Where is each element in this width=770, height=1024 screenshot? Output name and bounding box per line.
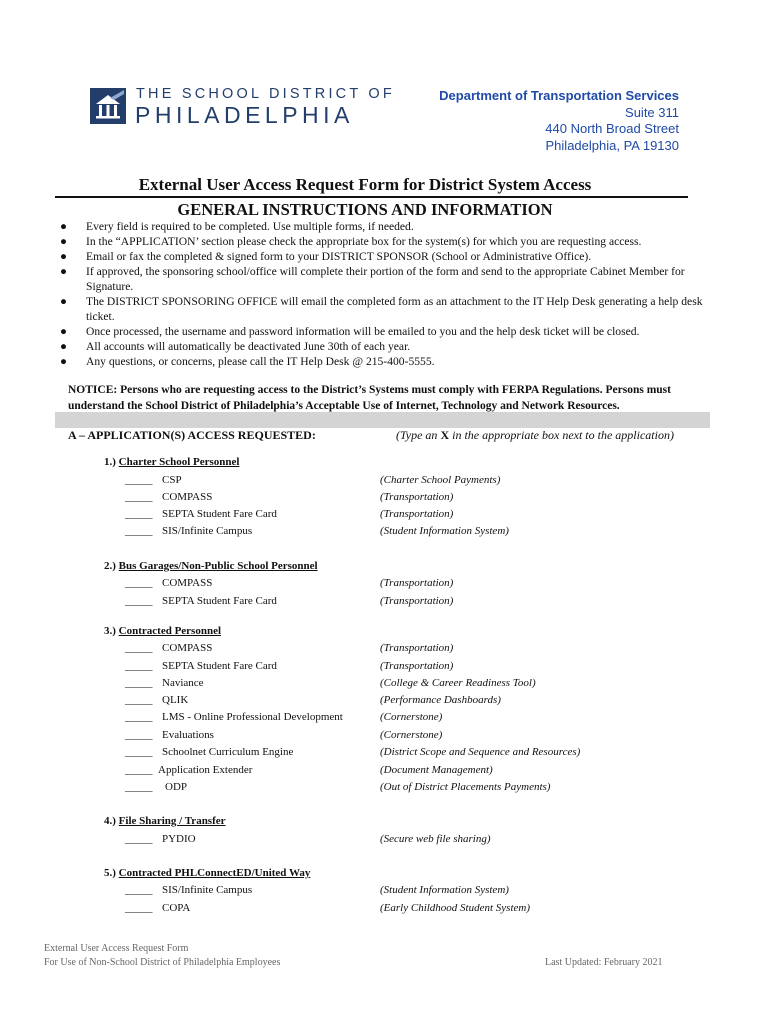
list-item: ● All accounts will automatically be deactivated June 30th of each year.: [60, 340, 411, 353]
app-row-compass[interactable]: _____ COMPASS (Transportation): [125, 577, 454, 589]
instructions-list: [60, 219, 720, 369]
app-row-schoolnet[interactable]: _____ Schoolnet Curriculum Engine (District Scope and Sequence and Resources): [125, 746, 581, 758]
section-a-note: (Type an X in the appropriate box next to the application): [396, 428, 674, 442]
checkbox-line[interactable]: _____: [125, 884, 153, 896]
list-item: ● Email or fax the completed & signed form to your DISTRICT SPONSOR (School or Administrative Office).: [60, 250, 592, 263]
checkbox-line[interactable]: _____: [125, 660, 153, 672]
app-row-septa[interactable]: _____ SEPTA Student Fare Card (Transportation): [125, 660, 454, 672]
title-rule: [55, 196, 688, 198]
app-row-compass[interactable]: _____ COMPASS (Transportation): [125, 642, 454, 654]
list-item: ● Any questions, or concerns, please call the IT Help Desk @ 215-400-5555.: [60, 355, 435, 368]
group-heading-bus-garages: 2.) Bus Garages/Non-Public School Personnel: [104, 560, 318, 572]
list-item: ● The DISTRICT SPONSORING OFFICE will email the completed form as an attachment to the IT Help Desk generating a help desk ticket.: [60, 295, 703, 323]
checkbox-line[interactable]: _____: [125, 729, 153, 741]
app-row-lms[interactable]: _____ LMS - Online Professional Development (Cornerstone): [125, 711, 443, 723]
checkbox-line[interactable]: _____: [125, 595, 153, 607]
app-row-copa[interactable]: _____ COPA (Early Childhood Student System): [125, 902, 531, 914]
group-heading-phlconnected: 5.) Contracted PHLConnectED/United Way: [104, 867, 311, 879]
footer-usage-note: For Use of Non-School District of Philadelphia Employees: [44, 957, 281, 968]
app-row-application-extender[interactable]: _____ Application Extender (Document Management): [125, 764, 493, 776]
checkbox-line[interactable]: _____: [125, 577, 153, 589]
suite: Suite 311: [625, 104, 679, 120]
app-row-compass[interactable]: _____ COMPASS (Transportation): [125, 491, 454, 503]
section-divider-band: [55, 412, 710, 428]
checkbox-line[interactable]: _____: [125, 902, 153, 914]
checkbox-line[interactable]: _____: [125, 642, 153, 654]
logo-line-2: PHILADELPHIA: [135, 102, 354, 128]
address-block: [439, 88, 679, 154]
section-a-heading: A – APPLICATION(S) ACCESS REQUESTED:: [68, 428, 316, 442]
list-item: ● Every field is required to be completed. Use multiple forms, if needed.: [60, 220, 414, 233]
app-row-qlik[interactable]: _____ QLIK (Performance Dashboards): [125, 694, 501, 706]
checkbox-line[interactable]: _____: [125, 711, 153, 723]
logo-line-1: THE SCHOOL DISTRICT OF: [136, 86, 395, 102]
instructions-title: GENERAL INSTRUCTIONS AND INFORMATION: [177, 200, 553, 219]
city-state-zip: Philadelphia, PA 19130: [545, 137, 679, 153]
street-address: 440 North Broad Street: [545, 121, 679, 136]
app-row-odp[interactable]: _____ ODP (Out of District Placements Payments): [125, 781, 551, 793]
app-row-naviance[interactable]: _____ Naviance (College & Career Readiness Tool): [125, 677, 536, 689]
app-row-septa[interactable]: _____ SEPTA Student Fare Card (Transportation): [125, 595, 454, 607]
footer-form-name: External User Access Request Form: [44, 943, 189, 954]
list-item: ● In the “APPLICATION’ section please check the appropriate box for the system(s) for which you are requesting access.: [60, 235, 642, 248]
group-heading-file-sharing: 4.) File Sharing / Transfer: [104, 815, 226, 827]
checkbox-line[interactable]: _____: [125, 474, 153, 486]
app-row-sis[interactable]: _____ SIS/Infinite Campus (Student Information System): [125, 525, 509, 537]
district-seal-icon: [90, 88, 126, 124]
app-row-pydio[interactable]: _____ PYDIO (Secure web file sharing): [125, 833, 491, 845]
checkbox-line[interactable]: _____: [125, 764, 153, 776]
app-row-evaluations[interactable]: _____ Evaluations (Cornerstone): [125, 729, 443, 741]
checkbox-line[interactable]: _____: [125, 694, 153, 706]
department-name: Department of Transportation Services: [439, 88, 679, 103]
checkbox-line[interactable]: _____: [125, 677, 153, 689]
app-row-septa[interactable]: _____ SEPTA Student Fare Card (Transportation): [125, 508, 454, 520]
checkbox-line[interactable]: _____: [125, 833, 153, 845]
ferpa-notice: NOTICE: Persons who are requesting access to the District’s Systems must comply with FERPA Regulations. Persons must understand the School District of Philadelphia’s Acceptable Use of Internet, Technology and Network Resources.: [68, 384, 671, 412]
group-heading-contracted: 3.) Contracted Personnel: [104, 625, 222, 637]
checkbox-line[interactable]: _____: [125, 746, 153, 758]
checkbox-line[interactable]: _____: [125, 508, 153, 520]
group-heading-charter: 1.) Charter School Personnel: [104, 456, 240, 468]
app-row-sis[interactable]: _____ SIS/Infinite Campus (Student Information System): [125, 884, 509, 896]
app-row-csp[interactable]: _____ CSP (Charter School Payments): [125, 474, 501, 486]
form-title: External User Access Request Form for District System Access: [138, 175, 592, 194]
checkbox-line[interactable]: _____: [125, 525, 153, 537]
footer-last-updated: Last Updated: February 2021: [545, 957, 663, 968]
checkbox-line[interactable]: _____: [125, 781, 153, 793]
list-item: ● Once processed, the username and password information will be emailed to you and the help desk ticket will be closed.: [60, 325, 640, 338]
checkbox-line[interactable]: _____: [125, 491, 153, 503]
list-item: ● If approved, the sponsoring school/office will complete their portion of the form and send to the appropriate Cabinet Member for Signature.: [60, 265, 685, 293]
